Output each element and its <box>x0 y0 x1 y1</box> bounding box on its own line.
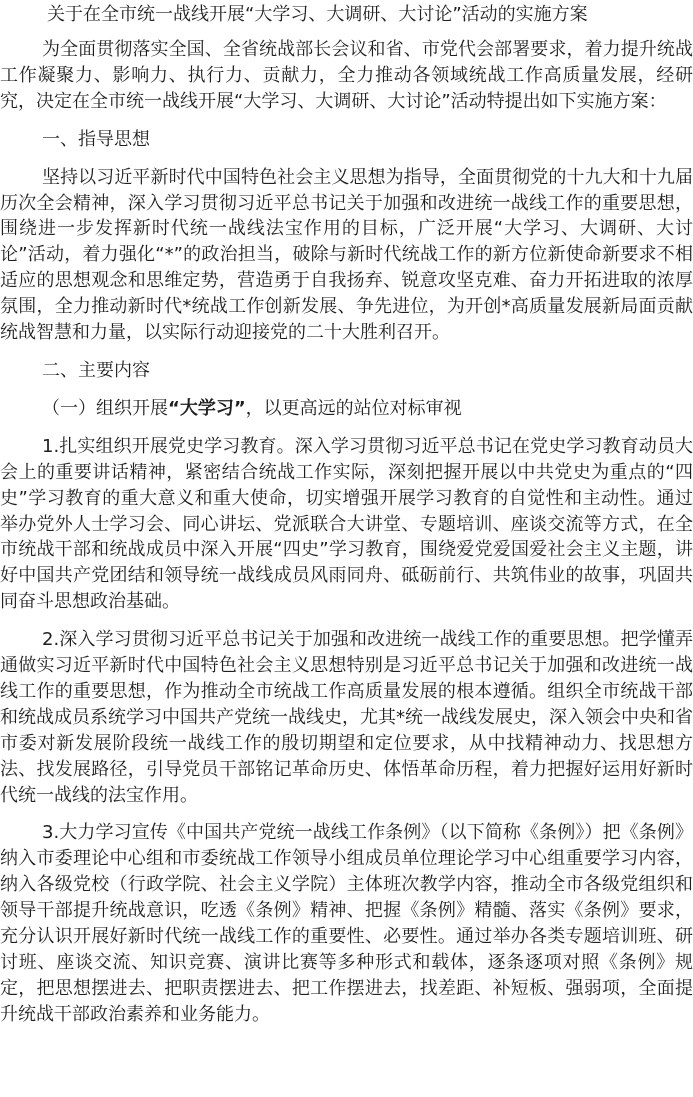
subsection-heading-big-study <box>0 396 693 422</box>
guiding-ideology-paragraph: 坚持以习近平新时代中国特色社会主义思想为指导，全面贯彻党的十九大和十九届历次全会精神，深入学习贯彻习近平总书记关于加强和改进统一战线工作的重要思想，围绕进一步发挥新时代统一战线法宝作用的目标，广泛开展“大学习、大调研、大讨论”活动，着力强化“*”的政治担当，破除与新时代统战工作的新方位新使命新要求不相适应的思想观念和思维定势，营造勇于自我扬弃、锐意攻坚克难、奋力开拓进取的浓厚氛围，全力推动新时代*统战工作创新发展、争先进位，为开创*高质量发展新局面贡献统战智慧和力量，以实际行动迎接党的二十大胜利召开。 <box>0 166 693 344</box>
section-heading-guiding-ideology: 一、指导思想 <box>42 128 150 150</box>
section-heading-main-content: 二、主要内容 <box>42 359 150 381</box>
document-title: 关于在全市统一战线开展“大学习、大调研、大讨论”活动的实施方案 <box>47 4 588 25</box>
subsection-suffix: ，以更高远的站位对标审视 <box>245 397 462 419</box>
intro-paragraph: 为全面贯彻落实全国、全省统战部长会议和省、市党代会部署要求，着力提升统战工作凝聚力、影响力、执行力、贡献力，全力推动各领域统战工作高质量发展，经研究，决定在全市统一战线开展“大学习、大调研、大讨论”活动特提出如下实施方案： <box>0 39 693 112</box>
subsection-bold-keyword: “大学习” <box>168 397 246 419</box>
item-united-front-thought: 2.深入学习贯彻习近平总书记关于加强和改进统一战线工作的重要思想。把学懂弄通做实习近平新时代中国特色社会主义思想特别是习近平总书记关于加强和改进统一战线工作的重要思想，作为推动全市统战工作高质量发展的根本遵循。组织全市统战干部和统战成员系统学习中国共产党统一战线史，尤其*统一战线发展史，深入领会中央和省市委对新发展阶段统一战线工作的殷切期望和定位要求，从中找精神动力、找思想方法、找发展路径，引导党员干部铭记革命历史、体悟革命历程，着力把握好运用好新时代统一战线的法宝作用。 <box>0 629 693 806</box>
item-united-front-regulations: 3.大力学习宣传《中国共产党统一战线工作条例》（以下简称《条例》）把《条例》纳入市委理论中心组和市委统战工作领导小组成员单位理论学习中心组重要学习内容，纳入各级党校（行政学院、社会主义学院）主体班次教学内容，推动全市各级党组织和领导干部提升统战意识，吃透《条例》精神、把握《条例》精髓、落实《条例》要求，充分认识开展好新时代统一战线工作的重要性、必要性。通过举办各类专题培训班、研讨班、座谈交流、知识竞赛、演讲比赛等多种形式和载体，逐条逐项对照《条例》规定，把思想摆进去、把职责摆进去、把工作摆进去，找差距、补短板、强弱项，全面提升统战干部政治素养和业务能力。 <box>0 822 693 1025</box>
subsection-prefix: （一）组织开展 <box>42 397 168 419</box>
item-party-history-education: 1.扎实组织开展党史学习教育。深入学习贯彻习近平总书记在党史学习教育动员大会上的重要讲话精神，紧密结合统战工作实际，深刻把握开展以中共党史为重点的“四史”学习教育的重大意义和重大使命，切实增强开展学习教育的自觉性和主动性。通过举办党外人士学习会、同心讲坛、党派联合大讲堂、专题培训、座谈交流等方式，在全市统战干部和统战成员中深入开展“四史”学习教育，围绕爱党爱国爱社会主义主题，讲好中国共产党团结和领导统一战线成员风雨同舟、砥砺前行、共筑伟业的故事，巩固共同奋斗思想政治基础。 <box>0 435 693 613</box>
